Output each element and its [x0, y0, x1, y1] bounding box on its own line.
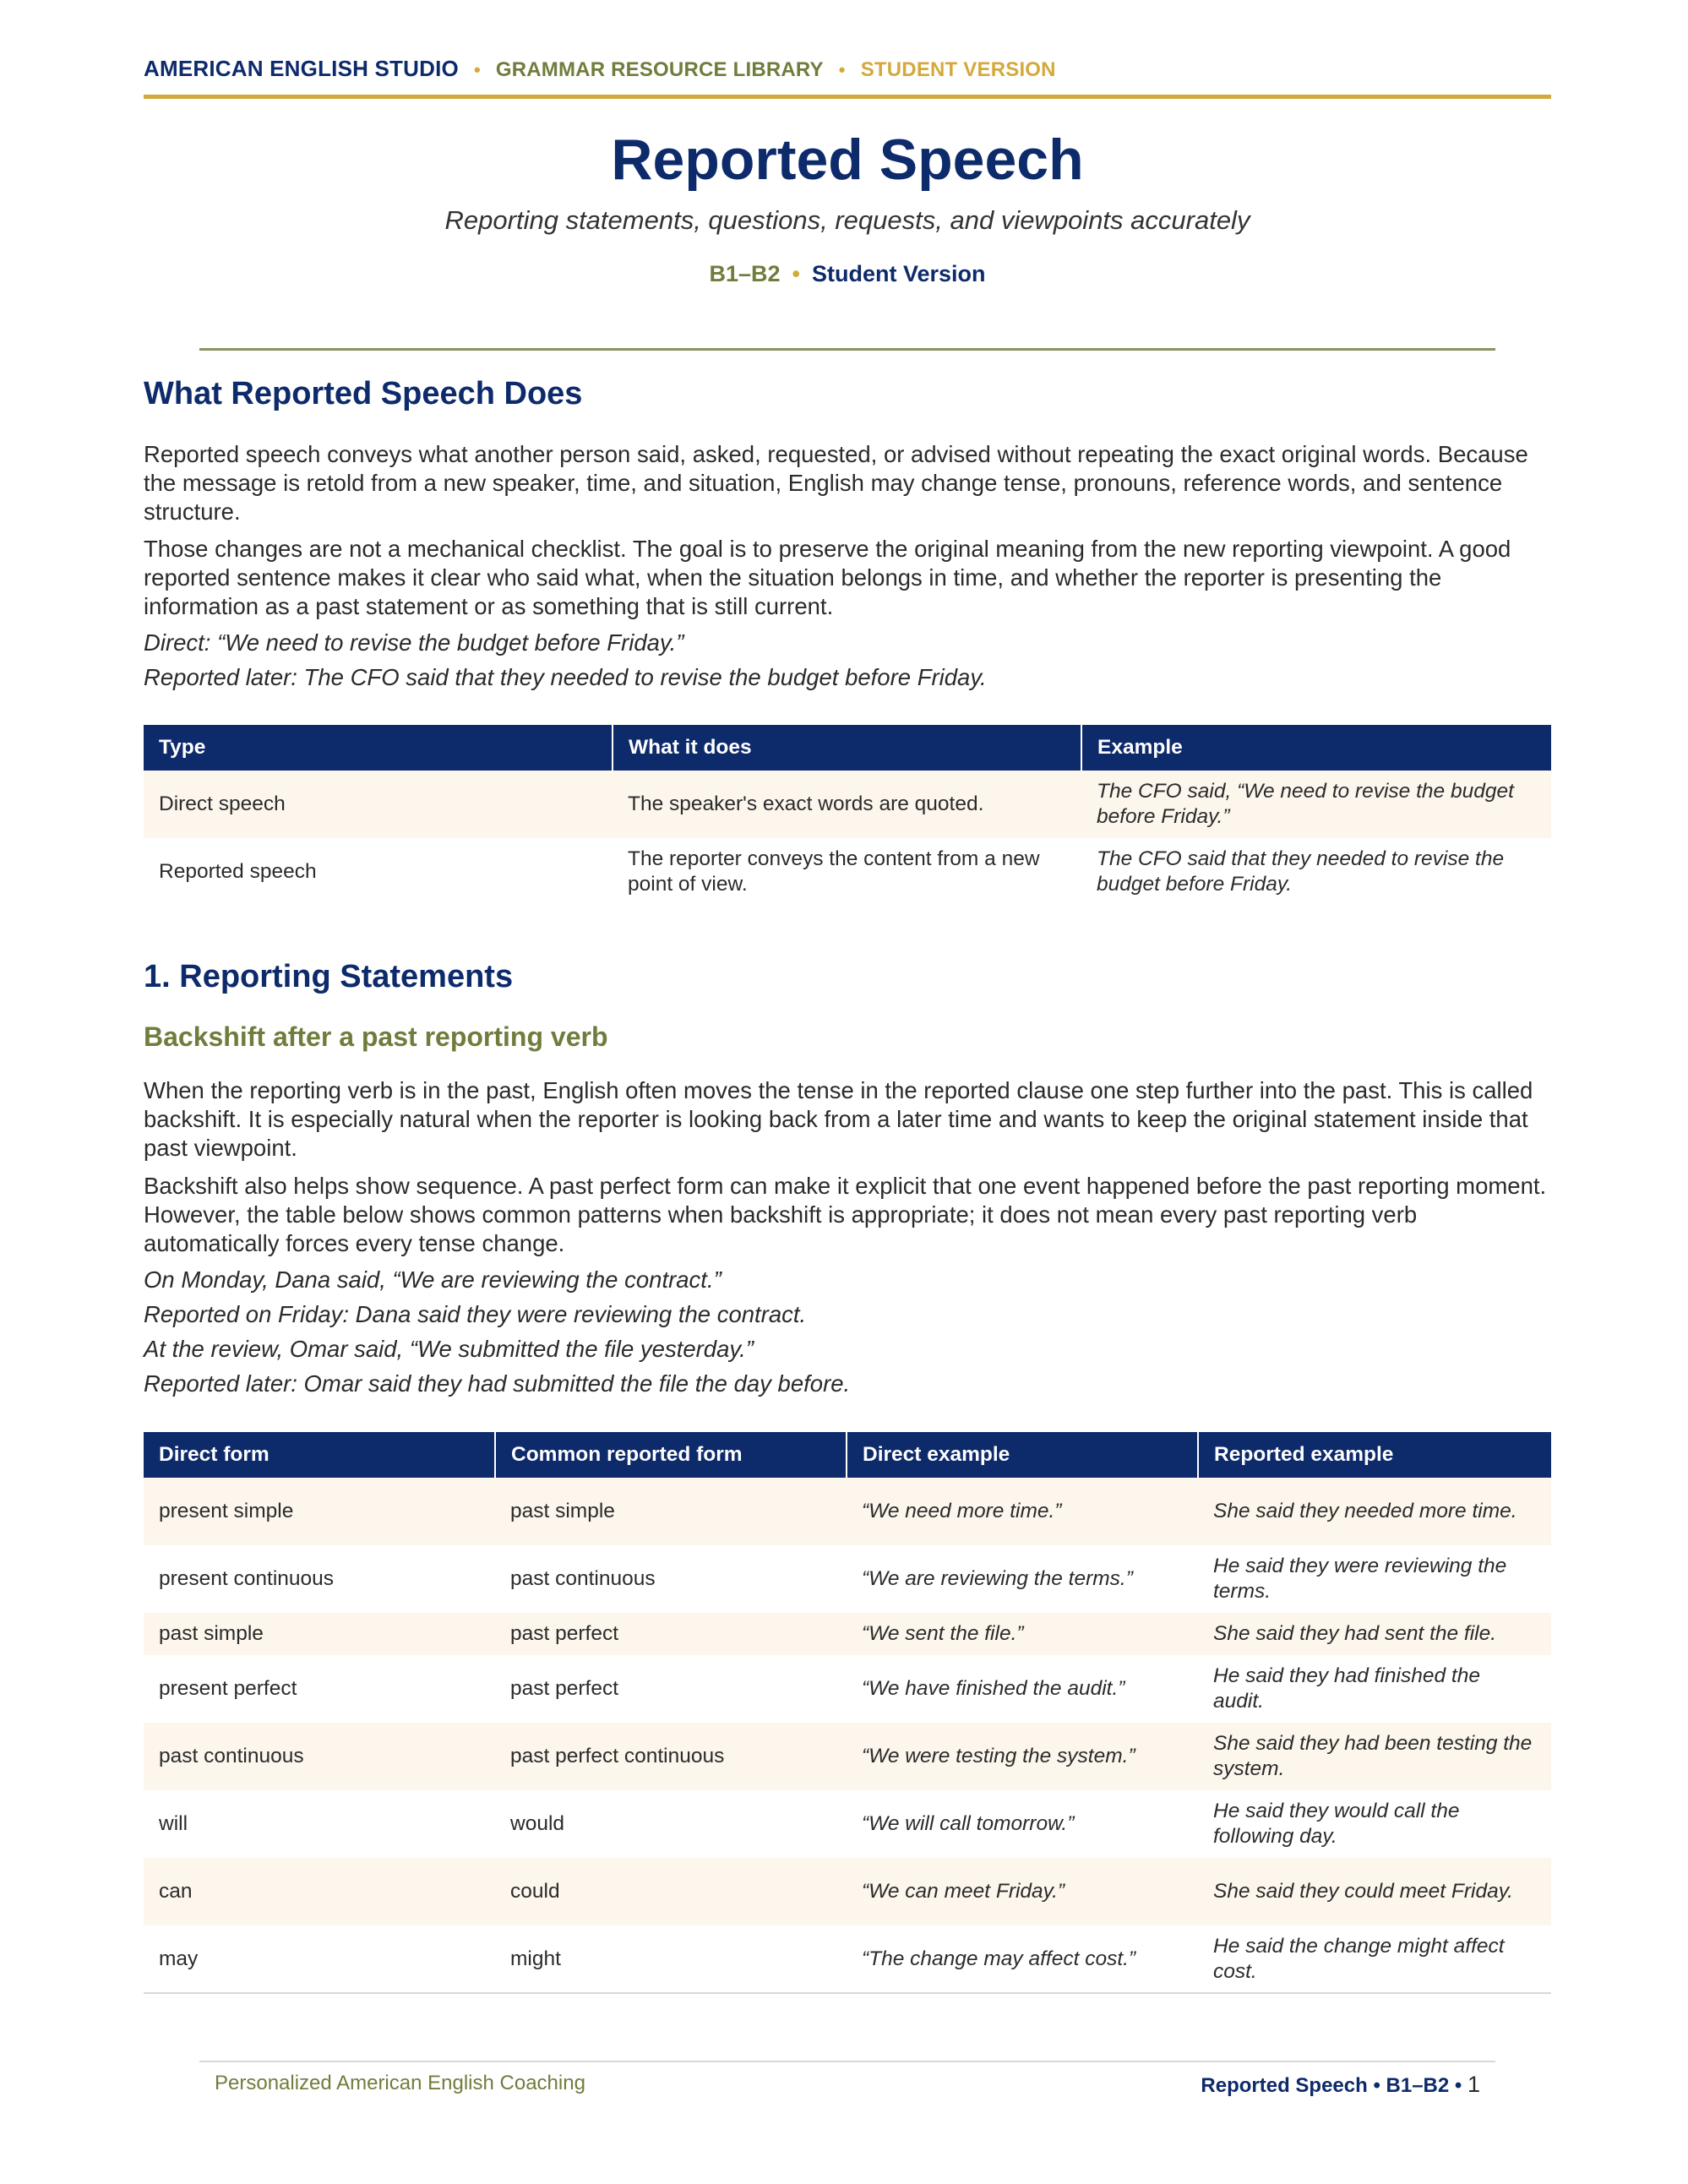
- table-cell: past continuous: [144, 1723, 495, 1790]
- table-header-row: [144, 1432, 1551, 1478]
- table-cell: present perfect: [159, 1677, 297, 1700]
- page-subtitle: Reporting statements, questions, requests, and viewpoints accurately: [444, 205, 1250, 235]
- page-number: 1: [1467, 2072, 1480, 2097]
- section-example: At the review, Omar said, “We submitted the file yesterday.”: [144, 1336, 754, 1362]
- table-cell: past simple: [144, 1613, 495, 1655]
- table-cell: She said they had sent the file.: [1198, 1613, 1551, 1655]
- section-example: Reported later: Omar said they had submitted the file the day before.: [144, 1370, 851, 1397]
- level-badge: B1–B2: [709, 261, 781, 286]
- level-line: [144, 261, 1551, 287]
- table-row: [144, 1790, 1551, 1858]
- footer-doc-label: Reported Speech • B1–B2 •: [1201, 2074, 1462, 2097]
- table-cell: He said they would call the following day.: [1213, 1800, 1460, 1848]
- table-cell: past perfect: [510, 1677, 619, 1700]
- table-cell: She said they had been testing the system.: [1198, 1723, 1551, 1790]
- table-cell: would: [510, 1812, 565, 1835]
- table-cell: He said they had finished the audit.: [1213, 1664, 1480, 1713]
- footer-tagline: Personalized American English Coaching: [215, 2072, 585, 2094]
- table-cell: may: [159, 1947, 199, 1970]
- column-header: Direct example: [847, 1432, 1198, 1478]
- column-header: Direct form: [144, 1432, 495, 1478]
- table-cell: She said they could meet Friday.: [1198, 1858, 1551, 1925]
- table-cell: present continuous: [159, 1567, 335, 1590]
- table-cell: “We are reviewing the terms.”: [862, 1567, 1133, 1590]
- table-cell: past perfect continuous: [495, 1723, 847, 1790]
- table-row: [144, 1545, 1551, 1613]
- intro-example: Direct: “We need to revise the budget before Friday.”: [144, 629, 684, 656]
- page-title: Reported Speech: [611, 128, 1084, 192]
- table-cell: will: [159, 1812, 188, 1835]
- table-cell: Reported speech: [159, 860, 317, 883]
- table-cell: past perfect: [495, 1613, 847, 1655]
- table-cell: The reporter conveys the content from a new point of view.: [628, 847, 1040, 896]
- table-header-row: [144, 725, 1551, 771]
- table-cell: past simple: [495, 1478, 847, 1545]
- intro-example: Reported later: The CFO said that they needed to revise the budget before Friday.: [144, 664, 987, 690]
- backshift-table: [144, 1432, 1551, 1994]
- table-row: [144, 771, 1551, 838]
- footer-divider: [199, 2061, 1495, 2062]
- column-header: What it does: [613, 725, 1081, 771]
- header-version: STUDENT VERSION: [860, 58, 1056, 81]
- table-cell: could: [495, 1858, 847, 1925]
- table-row: [144, 1655, 1551, 1723]
- table-cell: The CFO said that they needed to revise the budget before Friday.: [1097, 847, 1505, 896]
- table-row: [144, 1478, 1551, 1545]
- header-separator: •: [838, 59, 846, 80]
- table-cell: can: [144, 1858, 495, 1925]
- footer-page-info: [1201, 2072, 1480, 2098]
- table-cell: might: [510, 1947, 561, 1970]
- intro-paragraph: Reported speech conveys what another person said, asked, requested, or advised without repeating the exact original words. Because the message is retold from a new speaker, time, and situation, English may change tense, pronouns, reference words, and sentence structure.: [144, 441, 1528, 525]
- table-cell: He said the change might affect cost.: [1213, 1934, 1505, 1983]
- table-cell: “We were testing the system.”: [847, 1723, 1198, 1790]
- speech-type-table: [144, 725, 1551, 906]
- section-paragraph: Backshift also helps show sequence. A past perfect form can make it explicit that one event happened before the past reporting moment. However, the table below shows common patterns when backshift is appropriate; it does not mean every past reporting verb automatically forces every tense change.: [144, 1173, 1547, 1256]
- document-header: [144, 56, 1551, 99]
- section-heading-intro: What Reported Speech Does: [144, 376, 583, 411]
- table-cell: Direct speech: [144, 771, 613, 838]
- table-cell: He said they were reviewing the terms.: [1213, 1555, 1507, 1603]
- table-row: [144, 1613, 1551, 1655]
- header-brand: AMERICAN ENGLISH STUDIO: [144, 56, 459, 81]
- header-separator: •: [473, 59, 481, 80]
- table-cell: “We have finished the audit.”: [862, 1677, 1125, 1700]
- column-header: Example: [1081, 725, 1551, 771]
- section-paragraph: When the reporting verb is in the past, English often moves the tense in the reported clause one step further into the past. This is called backshift. It is especially natural when the reporter is looking back from a later time and wants to keep the original statement inside that past viewpoint.: [144, 1077, 1533, 1161]
- table-cell: The speaker's exact words are quoted.: [613, 771, 1081, 838]
- table-cell: “The change may affect cost.”: [862, 1947, 1136, 1970]
- section-example: Reported on Friday: Dana said they were reviewing the contract.: [144, 1301, 807, 1327]
- table-cell: “We need more time.”: [847, 1478, 1198, 1545]
- table-cell: “We will call tomorrow.”: [862, 1812, 1075, 1835]
- section-heading-1: 1. Reporting Statements: [144, 959, 514, 994]
- table-row: [144, 1723, 1551, 1790]
- table-cell: The CFO said, “We need to revise the budget before Friday.”: [1081, 771, 1551, 838]
- column-header: Type: [144, 725, 613, 771]
- table-cell: “We can meet Friday.”: [847, 1858, 1198, 1925]
- table-row: [144, 1925, 1551, 1993]
- table-cell: past continuous: [510, 1567, 656, 1590]
- intro-paragraph: Those changes are not a mechanical checklist. The goal is to preserve the original meaning from the new reporting viewpoint. A good reported sentence makes it clear who said what, when the situation belongs in time, and whether the reporter is presenting the information as a past statement or as something that is still current.: [144, 536, 1511, 619]
- table-cell: present simple: [144, 1478, 495, 1545]
- column-header: Common reported form: [495, 1432, 847, 1478]
- subsection-heading: Backshift after a past reporting verb: [144, 1021, 608, 1052]
- column-header: Reported example: [1198, 1432, 1551, 1478]
- section-example: On Monday, Dana said, “We are reviewing the contract.”: [144, 1266, 721, 1293]
- table-cell: “We sent the file.”: [847, 1613, 1198, 1655]
- table-row: [144, 1858, 1551, 1925]
- table-row: [144, 838, 1551, 906]
- header-library: GRAMMAR RESOURCE LIBRARY: [495, 58, 824, 81]
- level-separator: •: [792, 261, 800, 286]
- title-divider: [199, 348, 1495, 351]
- level-version: Student Version: [811, 261, 986, 286]
- table-cell: She said they needed more time.: [1198, 1478, 1551, 1545]
